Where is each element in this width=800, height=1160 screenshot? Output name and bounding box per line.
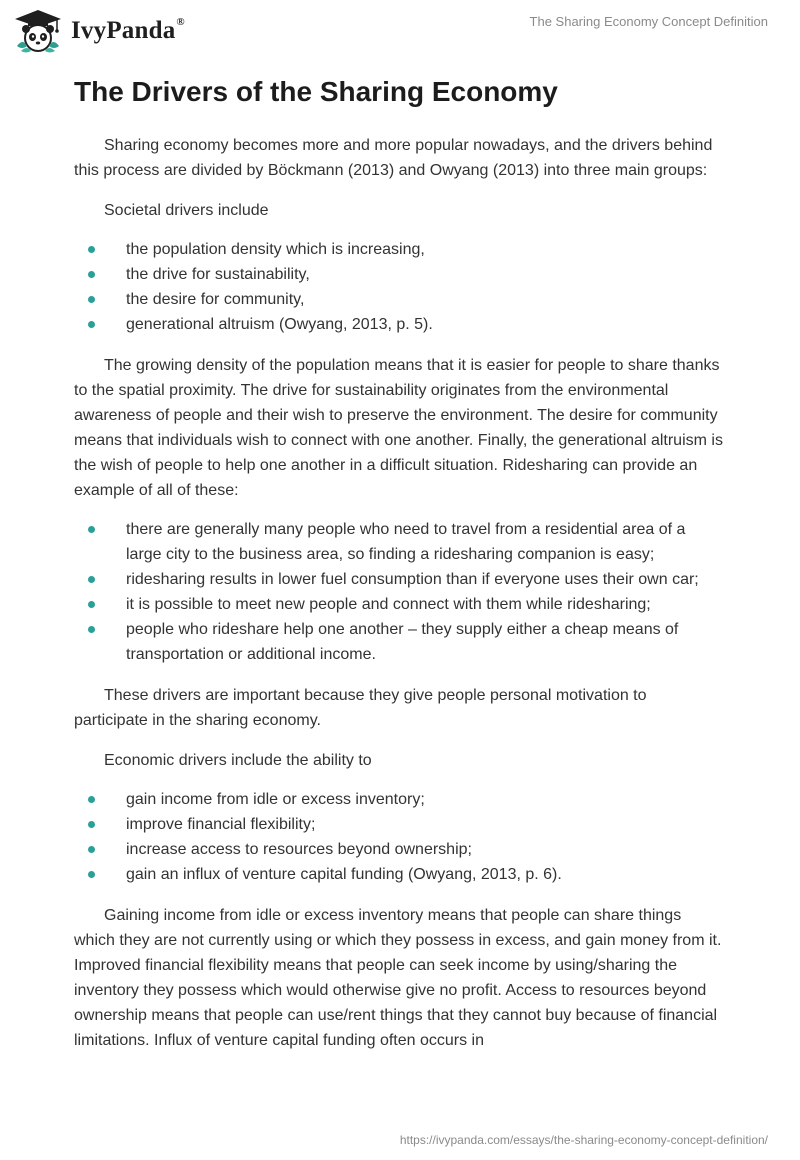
bullet-icon [88,601,95,608]
importance-paragraph: These drivers are important because they give people personal motivation to participate in the sharing economy. [74,687,647,729]
bullet-icon [88,576,95,583]
list-item: improve financial flexibility; [74,812,724,837]
list-item: gain income from idle or excess inventory; [74,787,724,812]
panda-logo-icon [13,8,63,54]
economic-lead: Economic drivers include the ability to [104,752,372,769]
list-item: ridesharing results in lower fuel consumption than if everyone uses their own car; [74,567,724,592]
page-header [0,0,800,70]
intro-paragraph: Sharing economy becomes more and more popular nowadays, and the drivers behind this process are divided by Böckmann (2013) and Owyang (2013) into three main groups: [74,137,713,179]
bullet-icon [88,296,95,303]
list-item: the desire for community, [74,287,724,312]
list-item: it is possible to meet new people and connect with them while ridesharing; [74,592,724,617]
bullet-icon [88,846,95,853]
bullet-icon [88,321,95,328]
source-url[interactable]: https://ivypanda.com/essays/the-sharing-economy-concept-definition/ [399,1133,768,1147]
brand-logo[interactable] [13,8,185,54]
list-item: generational altruism (Owyang, 2013, p. 5). [74,312,724,337]
bullet-icon [88,796,95,803]
societal-explanation: The growing density of the population means that it is easier for people to share thanks to the spatial proximity. The drive for sustainability originates from the environmental awareness of people and their wish to preserve the environment. The desire for community means that individuals wish to connect with one another. Finally, the generational altruism is the wish of people to help one another in a difficult situation. Ridesharing can provide an example of all of these: [74,357,723,499]
economic-explanation: Gaining income from idle or excess inventory means that people can share things which they are not currently using or which they possess in excess, and gain money from it. Improved financial flexibility means that people can seek income by using/sharing the inventory they possess which would otherwise give no profit. Access to resources beyond ownership means that people can use/rent things that they cannot buy because of financial limitations. Influx of venture capital funding often occurs in [74,907,722,1049]
bullet-icon [88,821,95,828]
economic-drivers-list [74,787,724,887]
bullet-icon [88,271,95,278]
bullet-icon [88,626,95,633]
document-title: The Sharing Economy Concept Definition [529,14,768,29]
list-item: there are generally many people who need to travel from a residential area of a large city to the business area, so finding a ridesharing companion is easy; [74,517,724,567]
brand-name: IvyPanda® [71,15,185,44]
article-body [74,74,724,1053]
section-heading: The Drivers of the Sharing Economy [74,76,558,107]
societal-lead: Societal drivers include [104,202,269,219]
societal-drivers-list [74,237,724,337]
list-item: people who rideshare help one another – they supply either a cheap means of transportation or additional income. [74,617,724,667]
list-item: the population density which is increasing, [74,237,724,262]
list-item: increase access to resources beyond ownership; [74,837,724,862]
list-item: the drive for sustainability, [74,262,724,287]
ridesharing-list [74,517,724,667]
bullet-icon [88,871,95,878]
bullet-icon [88,246,95,253]
list-item: gain an influx of venture capital funding (Owyang, 2013, p. 6). [74,862,724,887]
bullet-icon [88,526,95,533]
